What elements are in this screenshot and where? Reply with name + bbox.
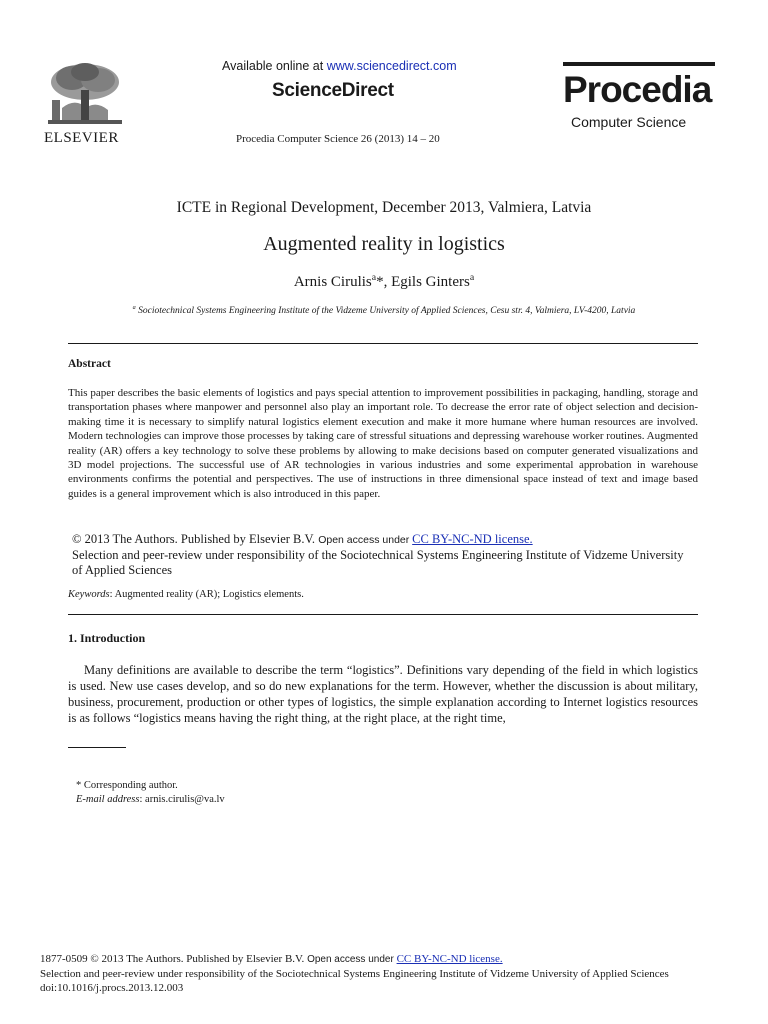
abstract-top-rule	[68, 343, 698, 344]
available-online-line	[222, 59, 457, 73]
introduction-text	[68, 662, 698, 726]
available-prefix: Available online at	[222, 59, 327, 73]
affiliation-marker: a	[371, 272, 377, 283]
footer-doi: doi:10.1016/j.procs.2013.12.003	[40, 982, 184, 994]
license-link[interactable]: CC BY-NC-ND license.	[412, 532, 533, 546]
corresponding-author-note: * Corresponding author.	[76, 780, 178, 791]
affiliation-text: Sociotechnical Systems Engineering Institute of the Vidzeme University of Applied Sciences, Cesu str. 4, Valmiera, LV-4200, Latvia	[135, 306, 636, 317]
email-address: arnis.cirulis@va.lv	[145, 794, 225, 805]
abstract-bottom-rule	[68, 614, 698, 615]
corresponding-marker: *	[376, 274, 384, 290]
footer-copyright-text: 1877-0509 © 2013 The Authors. Published by Elsevier B.V.	[40, 953, 308, 965]
email-label: E-mail address	[76, 794, 140, 805]
procedia-top-rule	[563, 62, 715, 66]
author-name: Egils Ginters	[391, 274, 470, 290]
abstract-text: This paper describes the basic elements of logistics and pays special attention to improvement possibilities in packaging, handling, storage and transportation phases where manpower and personnel also play an important role. To decrease the error rate of object selection and decision-making time it is necessary to simplify natural logistics element execution and make it more humane where human resources are involved. Modern technologies can improve those processes by taking care of stressful situations and depressing warehouse worker routines. Augmented reality (AR) offers a key technology to solve these problems by allowing to make decisions based on computer generated visualizations and 3D model projections. The successful use of AR technologies in various industries and some experimental approbation in warehouse environments confirms the potential and perspectives. The use of instructions in three dimensional space instead of text and image based guides is a general improvement which is also introduced in this paper.	[68, 387, 698, 500]
keywords-text: Augmented reality (AR); Logistics elements.	[114, 589, 304, 600]
sciencedirect-url-link[interactable]: www.sciencedirect.com	[326, 59, 457, 73]
footer-license-link[interactable]: CC BY-NC-ND license.	[396, 953, 503, 965]
abstract-heading: Abstract	[68, 358, 111, 370]
footer-open-access-label: Open access under	[307, 954, 397, 965]
keywords-separator: :	[109, 589, 115, 600]
procedia-logo	[563, 62, 715, 134]
affiliation	[0, 305, 768, 316]
author-list	[0, 272, 768, 291]
introduction-paragraph: Many definitions are available to describe the term “logistics”. Definitions vary depending of the field in which logistics is used. New use cases develop, and so do new explanations for the term. However, whether the discussion is about military, business, procurement, production or other types of logistics, the simple explanation according to Internet logistics resources is as follows “logistics means having the right thing, at the right place, at the right time,	[68, 663, 698, 725]
journal-title: Procedia	[563, 69, 712, 110]
page-footer	[40, 952, 740, 995]
affiliation-marker: a	[469, 272, 475, 283]
footer-peer-review: Selection and peer-review under responsibility of the Sociotechnical Systems Engineering Institute of Vidzeme University of Applied Sciences	[40, 968, 669, 980]
footnote	[76, 779, 225, 807]
email-line	[76, 793, 225, 807]
open-access-label: Open access under	[318, 534, 413, 546]
author-separator: ,	[383, 274, 392, 290]
journal-reference: Procedia Computer Science 26 (2013) 14 – 20	[236, 133, 440, 145]
journal-subtitle: Computer Science	[571, 114, 687, 130]
conference-line: ICTE in Regional Development, December 2013, Valmiera, Latvia	[176, 199, 592, 216]
footer-copyright	[40, 952, 740, 967]
affiliation-marker: a	[132, 305, 136, 311]
keywords	[68, 589, 304, 600]
peer-review-statement: Selection and peer-review under responsibility of the Sociotechnical Systems Engineering Institute of Vidzeme University of Applied Sciences	[72, 548, 684, 577]
paper-title: Augmented reality in logistics	[263, 233, 505, 255]
footnote-rule	[68, 747, 126, 748]
copyright-line: © 2013 The Authors. Published by Elsevier B.V.	[72, 532, 319, 546]
email-separator: :	[139, 794, 146, 805]
section-heading-introduction: 1. Introduction	[68, 631, 146, 645]
keywords-label: Keywords	[68, 589, 110, 600]
copyright-notice	[72, 532, 696, 578]
author-name: Arnis Cirulis	[293, 274, 372, 290]
sciencedirect-logo-text: ScienceDirect	[272, 80, 394, 101]
publisher-name: ELSEVIER	[44, 130, 119, 146]
